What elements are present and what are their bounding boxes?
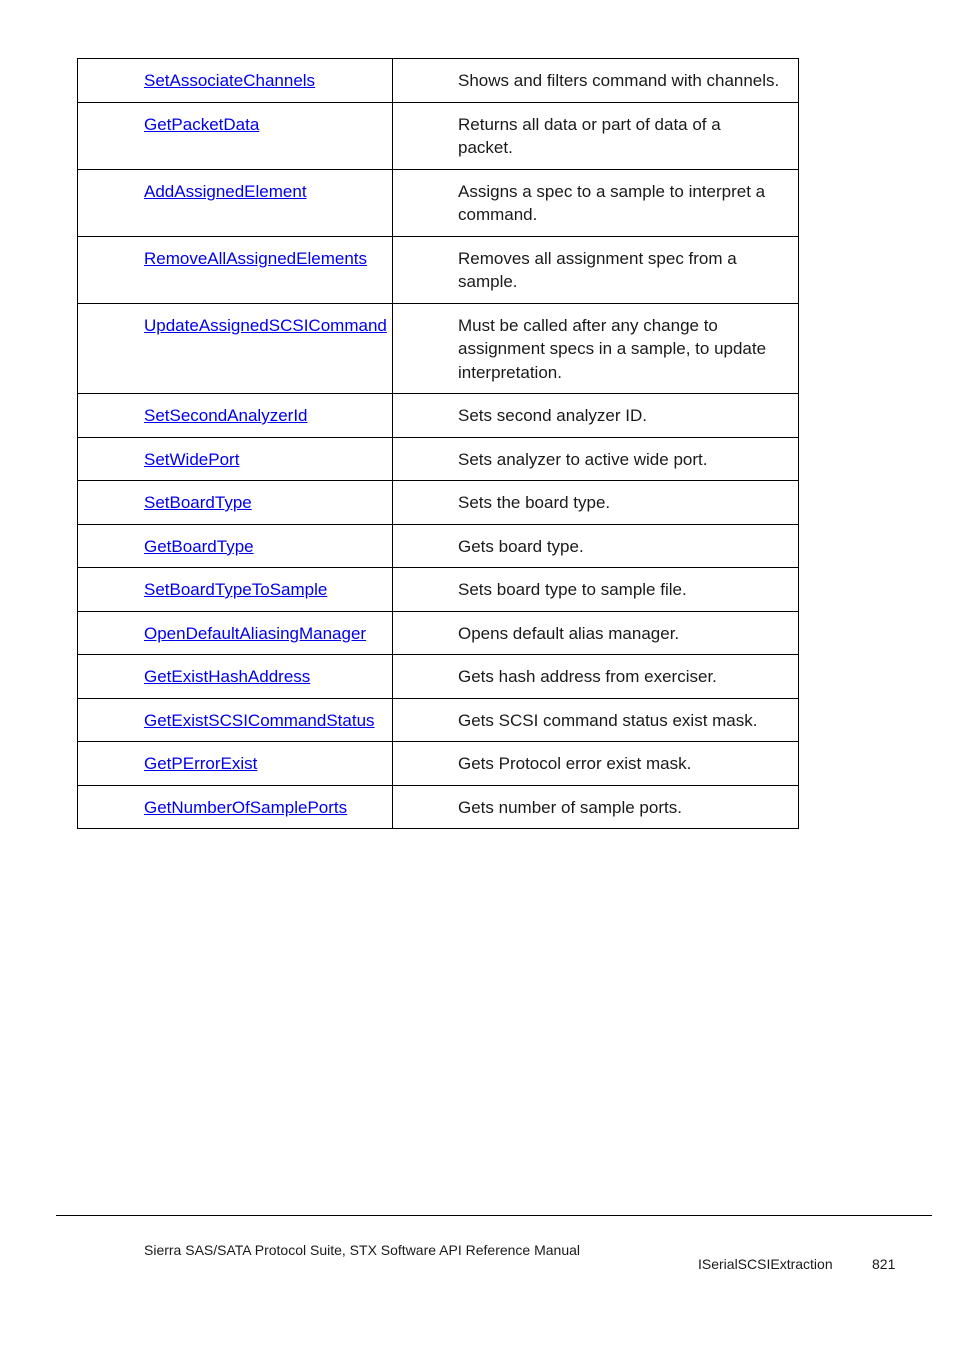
- method-link[interactable]: SetAssociateChannels: [144, 71, 316, 90]
- method-description: Gets hash address from exerciser.: [393, 655, 799, 699]
- method-description: Opens default alias manager.: [393, 611, 799, 655]
- table-row: [78, 394, 799, 438]
- method-description: Sets the board type.: [393, 481, 799, 525]
- method-link[interactable]: GetPErrorExist: [144, 754, 258, 773]
- method-description: Removes all assignment spec from a sample.: [393, 236, 799, 303]
- method-cell: [78, 437, 393, 481]
- table-row: [78, 524, 799, 568]
- method-cell: [78, 742, 393, 786]
- method-cell: [78, 102, 393, 169]
- method-link[interactable]: GetExistHashAddress: [144, 667, 311, 686]
- method-cell: [78, 481, 393, 525]
- method-description: Sets analyzer to active wide port.: [393, 437, 799, 481]
- footer-divider: [56, 1215, 932, 1216]
- method-cell: [78, 698, 393, 742]
- method-cell: [78, 568, 393, 612]
- footer-section-name: ISerialSCSIExtraction: [698, 1256, 833, 1272]
- api-methods-table: [77, 58, 799, 829]
- method-description: Assigns a spec to a sample to interpret a command.: [393, 169, 799, 236]
- method-cell: [78, 394, 393, 438]
- method-link[interactable]: SetWidePort: [144, 449, 240, 469]
- method-link[interactable]: GetNumberOfSamplePorts: [144, 797, 348, 817]
- table-row: [78, 102, 799, 169]
- table-row: [78, 169, 799, 236]
- method-link[interactable]: SetSecondAnalyzerId: [144, 406, 308, 425]
- method-cell: [78, 236, 393, 303]
- method-link[interactable]: UpdateAssignedSCSICommand: [144, 315, 387, 335]
- table-row: [78, 611, 799, 655]
- table-row: [78, 481, 799, 525]
- footer-manual-title: Sierra SAS/SATA Protocol Suite, STX Software API Reference Manual: [144, 1242, 581, 1258]
- table-row: [78, 437, 799, 481]
- footer-page-number: 821: [872, 1256, 896, 1272]
- table-row: [78, 236, 799, 303]
- method-link[interactable]: RemoveAllAssignedElements: [144, 248, 367, 268]
- method-description: Sets board type to sample file.: [393, 568, 799, 612]
- method-description: Gets board type.: [393, 524, 799, 568]
- table-row: [78, 742, 799, 786]
- method-description: Gets Protocol error exist mask.: [393, 742, 799, 786]
- method-description: Sets second analyzer ID.: [393, 394, 799, 438]
- table-body: [78, 59, 799, 829]
- method-link[interactable]: SetBoardType: [144, 493, 252, 512]
- method-link[interactable]: OpenDefaultAliasingManager: [144, 623, 367, 643]
- method-description: Shows and filters command with channels.: [393, 59, 799, 103]
- method-cell: [78, 611, 393, 655]
- table-row: [78, 59, 799, 103]
- method-link[interactable]: SetBoardTypeToSample: [144, 580, 328, 599]
- table-row: [78, 568, 799, 612]
- method-description: Must be called after any change to assignment specs in a sample, to update interpretation.: [393, 303, 799, 394]
- method-description: Gets SCSI command status exist mask.: [393, 698, 799, 742]
- method-link[interactable]: AddAssignedElement: [144, 181, 307, 201]
- table-row: [78, 698, 799, 742]
- method-cell: [78, 169, 393, 236]
- method-cell: [78, 59, 393, 103]
- table-row: [78, 303, 799, 394]
- method-cell: [78, 524, 393, 568]
- method-link[interactable]: GetExistSCSICommandStatus: [144, 710, 375, 730]
- method-description: Gets number of sample ports.: [393, 785, 799, 829]
- method-cell: [78, 303, 393, 394]
- table-row: [78, 655, 799, 699]
- method-link[interactable]: GetPacketData: [144, 114, 260, 134]
- method-link[interactable]: GetBoardType: [144, 536, 254, 556]
- method-cell: [78, 655, 393, 699]
- method-description: Returns all data or part of data of a packet.: [393, 102, 799, 169]
- method-cell: [78, 785, 393, 829]
- table-row: [78, 785, 799, 829]
